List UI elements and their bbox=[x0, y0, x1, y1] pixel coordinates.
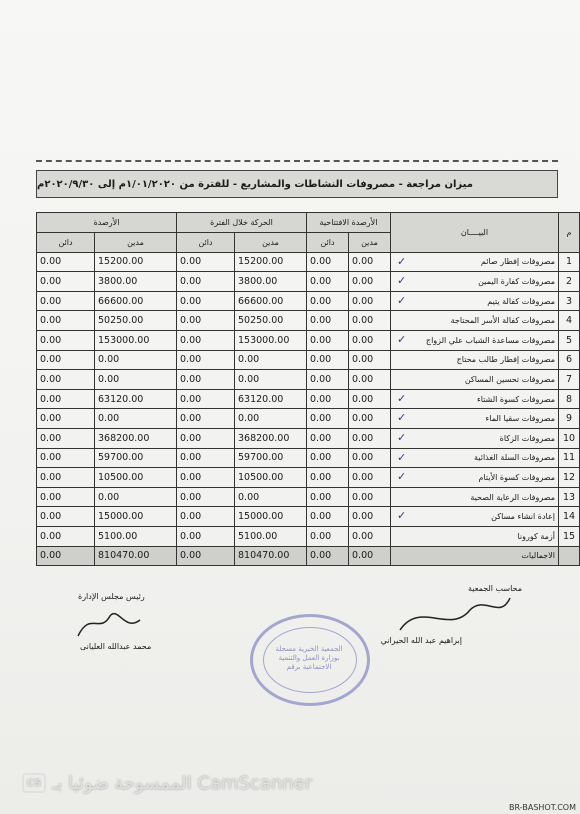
cell-balance-credit: 0.00 bbox=[37, 468, 95, 488]
table-row bbox=[37, 272, 580, 292]
cell-opening-debit: 0.00 bbox=[349, 370, 391, 390]
checkmark-icon: ✓ bbox=[397, 254, 407, 268]
checkmark-icon: ✓ bbox=[397, 450, 407, 464]
cell-balance-credit: 0.00 bbox=[37, 409, 95, 429]
cell-opening-debit: 0.00 bbox=[349, 428, 391, 448]
total-opening-credit: 0.00 bbox=[307, 546, 349, 566]
cell-index: 9 bbox=[559, 409, 580, 429]
opening-credit-header: دائن bbox=[307, 233, 349, 253]
cell-balance-debit: 50250.00 bbox=[95, 311, 177, 331]
trial-balance-table bbox=[36, 212, 580, 566]
cell-movement-debit: 15000.00 bbox=[235, 507, 307, 527]
cell-statement bbox=[391, 330, 559, 350]
statement-label: مصروفات كفالة يتيم bbox=[487, 296, 555, 306]
cell-balance-credit: 0.00 bbox=[37, 311, 95, 331]
cell-index: 11 bbox=[559, 448, 580, 468]
cell-opening-credit: 0.00 bbox=[307, 507, 349, 527]
cell-opening-debit: 0.00 bbox=[349, 252, 391, 272]
statement-label: مصروفات إفطار طالب محتاج bbox=[456, 355, 555, 365]
statement-label: مصروفات إفطار صائم bbox=[480, 257, 555, 267]
cell-index: 14 bbox=[559, 507, 580, 527]
checkmark-icon: ✓ bbox=[397, 332, 407, 346]
cell-index: 10 bbox=[559, 428, 580, 448]
cell-opening-debit: 0.00 bbox=[349, 468, 391, 488]
cell-statement bbox=[391, 409, 559, 429]
cell-balance-credit: 0.00 bbox=[37, 350, 95, 370]
table-row bbox=[37, 370, 580, 390]
cell-movement-debit: 10500.00 bbox=[235, 468, 307, 488]
official-stamp bbox=[250, 614, 370, 706]
table-row bbox=[37, 409, 580, 429]
table-row bbox=[37, 507, 580, 527]
checkmark-icon: ✓ bbox=[397, 391, 407, 405]
cell-opening-debit: 0.00 bbox=[349, 409, 391, 429]
statement-label: مصروفات كفارة اليمين bbox=[478, 276, 555, 286]
cell-movement-credit: 0.00 bbox=[177, 252, 235, 272]
cell-movement-debit: 63120.00 bbox=[235, 389, 307, 409]
cell-statement bbox=[391, 526, 559, 546]
movement-debit-header: مدين bbox=[235, 233, 307, 253]
cell-opening-debit: 0.00 bbox=[349, 389, 391, 409]
cell-movement-credit: 0.00 bbox=[177, 370, 235, 390]
statement-label: مصروفات السلة الغذائية bbox=[474, 453, 555, 463]
table-row bbox=[37, 526, 580, 546]
cell-movement-debit: 66600.00 bbox=[235, 291, 307, 311]
cell-statement bbox=[391, 468, 559, 488]
movement-credit-header: دائن bbox=[177, 233, 235, 253]
chairman-signature bbox=[70, 606, 150, 642]
total-label: الاجماليات bbox=[391, 546, 559, 566]
total-movement-debit: 810470.00 bbox=[235, 546, 307, 566]
cell-opening-debit: 0.00 bbox=[349, 350, 391, 370]
cell-balance-debit: 10500.00 bbox=[95, 468, 177, 488]
cell-movement-credit: 0.00 bbox=[177, 311, 235, 331]
opening-header: الأرصدة الافتتاحية bbox=[307, 213, 391, 233]
checkmark-icon: ✓ bbox=[397, 430, 407, 444]
cell-opening-credit: 0.00 bbox=[307, 291, 349, 311]
cell-balance-debit: 0.00 bbox=[95, 409, 177, 429]
statement-label: مصروفات الزكاة bbox=[499, 433, 555, 443]
cell-statement bbox=[391, 311, 559, 331]
balances-debit-header: مدين bbox=[95, 233, 177, 253]
cell-balance-credit: 0.00 bbox=[37, 370, 95, 390]
document-title: ميزان مراجعة - مصروفات النشاطات والمشاريع - للفترة من ١/٠١/٢٠٢٠م إلى ٢٠٢٠/٩/٣٠م bbox=[37, 178, 473, 190]
cell-movement-credit: 0.00 bbox=[177, 487, 235, 507]
cell-opening-debit: 0.00 bbox=[349, 330, 391, 350]
table-row bbox=[37, 252, 580, 272]
cell-balance-debit: 0.00 bbox=[95, 350, 177, 370]
cell-movement-debit: 368200.00 bbox=[235, 428, 307, 448]
table-row bbox=[37, 487, 580, 507]
statement-label: إعادة انشاء مساكن bbox=[491, 512, 555, 522]
cell-movement-debit: 0.00 bbox=[235, 409, 307, 429]
cell-balance-credit: 0.00 bbox=[37, 272, 95, 292]
cell-statement bbox=[391, 370, 559, 390]
statement-label: مصروفات تحسين المساكن bbox=[464, 374, 555, 384]
cell-opening-debit: 0.00 bbox=[349, 507, 391, 527]
balances-credit-header: دائن bbox=[37, 233, 95, 253]
cell-balance-debit: 153000.00 bbox=[95, 330, 177, 350]
cell-statement bbox=[391, 272, 559, 292]
cell-movement-debit: 59700.00 bbox=[235, 448, 307, 468]
cell-statement bbox=[391, 428, 559, 448]
cell-index: 3 bbox=[559, 291, 580, 311]
cell-balance-credit: 0.00 bbox=[37, 330, 95, 350]
movement-header: الحركة خلال الفترة bbox=[177, 213, 307, 233]
chairman-title: رئيس مجلس الإدارة bbox=[78, 592, 145, 601]
cell-index: 2 bbox=[559, 272, 580, 292]
table-row bbox=[37, 350, 580, 370]
site-watermark: BR-BASHOT.COM bbox=[509, 803, 576, 812]
cell-index: 7 bbox=[559, 370, 580, 390]
statement-label: أزمة كورونا bbox=[517, 531, 555, 541]
cell-balance-credit: 0.00 bbox=[37, 389, 95, 409]
cell-opening-credit: 0.00 bbox=[307, 448, 349, 468]
cell-movement-credit: 0.00 bbox=[177, 350, 235, 370]
cell-opening-credit: 0.00 bbox=[307, 389, 349, 409]
dashed-divider bbox=[36, 160, 558, 162]
cell-balance-debit: 0.00 bbox=[95, 487, 177, 507]
total-row bbox=[37, 546, 580, 566]
cell-balance-debit: 15000.00 bbox=[95, 507, 177, 527]
cell-movement-debit: 3800.00 bbox=[235, 272, 307, 292]
statement-label: مصروفات سقيا الماء bbox=[485, 414, 555, 424]
cell-statement bbox=[391, 291, 559, 311]
cell-balance-credit: 0.00 bbox=[37, 507, 95, 527]
cell-opening-credit: 0.00 bbox=[307, 370, 349, 390]
cell-movement-credit: 0.00 bbox=[177, 448, 235, 468]
cell-statement bbox=[391, 507, 559, 527]
cell-movement-credit: 0.00 bbox=[177, 428, 235, 448]
cell-opening-debit: 0.00 bbox=[349, 311, 391, 331]
table-row bbox=[37, 389, 580, 409]
cell-opening-credit: 0.00 bbox=[307, 409, 349, 429]
cell-index: 6 bbox=[559, 350, 580, 370]
cell-movement-credit: 0.00 bbox=[177, 507, 235, 527]
cell-index: 12 bbox=[559, 468, 580, 488]
statement-header: البيــــان bbox=[391, 213, 559, 253]
cell-movement-credit: 0.00 bbox=[177, 409, 235, 429]
statement-label: مصروفات الرعاية الصحية bbox=[470, 492, 555, 502]
table-row bbox=[37, 428, 580, 448]
cell-movement-debit: 5100.00 bbox=[235, 526, 307, 546]
cell-statement bbox=[391, 448, 559, 468]
cell-movement-debit: 0.00 bbox=[235, 370, 307, 390]
table-row bbox=[37, 330, 580, 350]
cell-balance-credit: 0.00 bbox=[37, 291, 95, 311]
cell-balance-credit: 0.00 bbox=[37, 252, 95, 272]
cell-opening-credit: 0.00 bbox=[307, 272, 349, 292]
cell-movement-credit: 0.00 bbox=[177, 272, 235, 292]
cell-movement-credit: 0.00 bbox=[177, 526, 235, 546]
cell-opening-credit: 0.00 bbox=[307, 311, 349, 331]
chairman-name: محمد عبدالله العليانى bbox=[80, 642, 152, 651]
cell-statement bbox=[391, 252, 559, 272]
cell-opening-debit: 0.00 bbox=[349, 291, 391, 311]
cell-statement bbox=[391, 350, 559, 370]
cell-opening-debit: 0.00 bbox=[349, 526, 391, 546]
cell-movement-credit: 0.00 bbox=[177, 468, 235, 488]
cell-balance-debit: 59700.00 bbox=[95, 448, 177, 468]
cell-opening-debit: 0.00 bbox=[349, 272, 391, 292]
balances-header: الأرصدة bbox=[37, 213, 177, 233]
cell-movement-debit: 50250.00 bbox=[235, 311, 307, 331]
checkmark-icon: ✓ bbox=[397, 411, 407, 425]
cell-balance-debit: 0.00 bbox=[95, 370, 177, 390]
cell-opening-debit: 0.00 bbox=[349, 487, 391, 507]
accountant-name: إبراهيم عبد الله الحيراني bbox=[380, 636, 462, 645]
checkmark-icon: ✓ bbox=[397, 509, 407, 523]
cell-opening-credit: 0.00 bbox=[307, 252, 349, 272]
cell-opening-credit: 0.00 bbox=[307, 487, 349, 507]
watermark-text: الممسوحة ضوئيا بـ CamScanner bbox=[52, 772, 313, 794]
table-row bbox=[37, 311, 580, 331]
checkmark-icon: ✓ bbox=[397, 293, 407, 307]
camscanner-watermark bbox=[22, 770, 352, 796]
cell-index: 4 bbox=[559, 311, 580, 331]
cell-balance-debit: 66600.00 bbox=[95, 291, 177, 311]
cell-movement-credit: 0.00 bbox=[177, 291, 235, 311]
cell-statement bbox=[391, 389, 559, 409]
total-opening-debit: 0.00 bbox=[349, 546, 391, 566]
cell-balance-debit: 15200.00 bbox=[95, 252, 177, 272]
cell-movement-credit: 0.00 bbox=[177, 330, 235, 350]
cell-opening-debit: 0.00 bbox=[349, 448, 391, 468]
total-balance-debit: 810470.00 bbox=[95, 546, 177, 566]
cell-statement bbox=[391, 487, 559, 507]
cell-balance-debit: 3800.00 bbox=[95, 272, 177, 292]
cell-balance-debit: 5100.00 bbox=[95, 526, 177, 546]
checkmark-icon: ✓ bbox=[397, 470, 407, 484]
stamp-text: الجمعية الخيرية مسجلة بوزارة العمل والتنمية الاجتماعية برقم bbox=[275, 645, 343, 671]
index-header: م bbox=[559, 213, 580, 253]
cell-movement-debit: 153000.00 bbox=[235, 330, 307, 350]
accountant-signature bbox=[390, 590, 520, 640]
table-row bbox=[37, 291, 580, 311]
cell-movement-debit: 0.00 bbox=[235, 487, 307, 507]
cell-index: 8 bbox=[559, 389, 580, 409]
table-body bbox=[37, 252, 580, 546]
cell-balance-debit: 368200.00 bbox=[95, 428, 177, 448]
total-movement-credit: 0.00 bbox=[177, 546, 235, 566]
cell-movement-debit: 15200.00 bbox=[235, 252, 307, 272]
cell-movement-debit: 0.00 bbox=[235, 350, 307, 370]
cell-balance-debit: 63120.00 bbox=[95, 389, 177, 409]
statement-label: مصروفات كسوة الأيتام bbox=[478, 472, 555, 482]
cell-opening-credit: 0.00 bbox=[307, 526, 349, 546]
cell-balance-credit: 0.00 bbox=[37, 448, 95, 468]
document-title-box bbox=[36, 170, 558, 198]
cell-movement-credit: 0.00 bbox=[177, 389, 235, 409]
cell-opening-credit: 0.00 bbox=[307, 350, 349, 370]
checkmark-icon: ✓ bbox=[397, 274, 407, 288]
table-row bbox=[37, 448, 580, 468]
cell-balance-credit: 0.00 bbox=[37, 526, 95, 546]
cell-index: 15 bbox=[559, 526, 580, 546]
cell-index: 13 bbox=[559, 487, 580, 507]
cell-index: 1 bbox=[559, 252, 580, 272]
opening-debit-header: مدين bbox=[349, 233, 391, 253]
cell-balance-credit: 0.00 bbox=[37, 428, 95, 448]
statement-label: مصروفات مساعدة الشباب علي الزواج bbox=[425, 335, 555, 345]
statement-label: مصروفات كسوة الشتاء bbox=[476, 394, 555, 404]
total-index bbox=[559, 546, 580, 566]
table-row bbox=[37, 468, 580, 488]
accountant-title: محاسب الجمعية bbox=[468, 584, 522, 593]
total-balance-credit: 0.00 bbox=[37, 546, 95, 566]
cell-balance-credit: 0.00 bbox=[37, 487, 95, 507]
cell-opening-credit: 0.00 bbox=[307, 330, 349, 350]
statement-label: مصروفات كفالة الأسر المحتاجة bbox=[450, 316, 555, 326]
cell-opening-credit: 0.00 bbox=[307, 428, 349, 448]
cell-index: 5 bbox=[559, 330, 580, 350]
camscanner-logo-icon: CS bbox=[22, 773, 46, 793]
cell-opening-credit: 0.00 bbox=[307, 468, 349, 488]
